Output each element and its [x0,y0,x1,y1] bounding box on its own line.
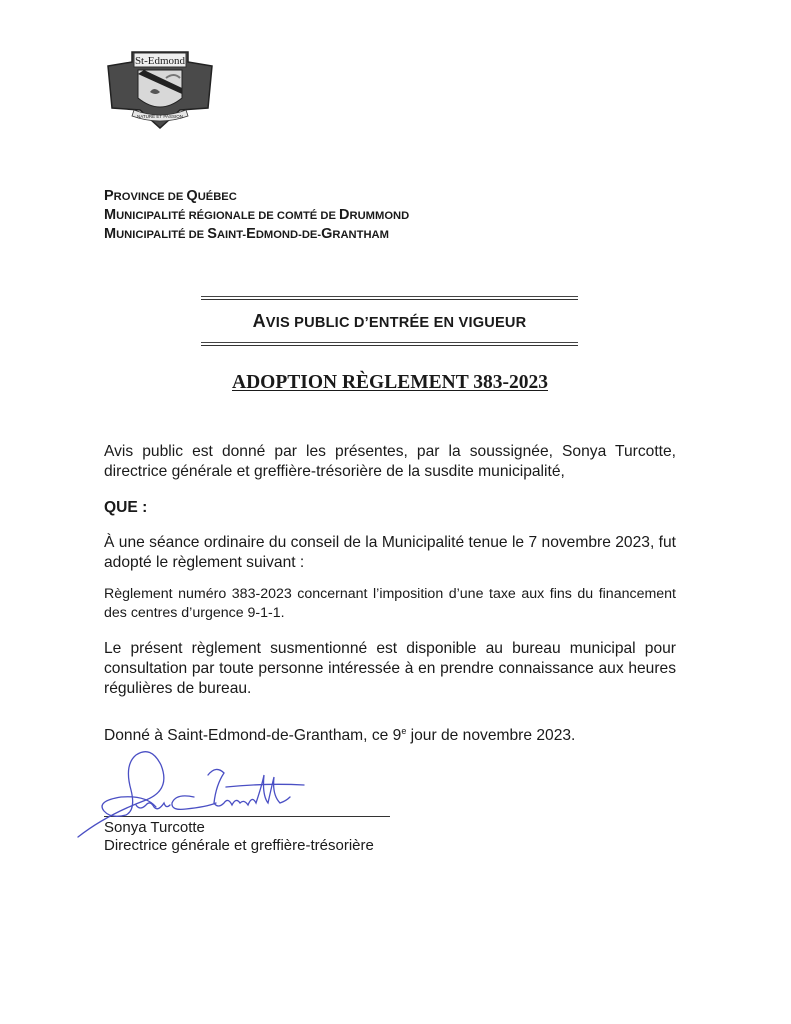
signatory-name: Sonya Turcotte [104,819,205,836]
title-rule-bottom [201,342,578,343]
title-rule-top-2 [201,299,578,300]
intro-paragraph: Avis public est donné par les présentes, par la soussignée, Sonya Turcotte, directrice générale et greffière-trésorière de la susdite municipalité, [104,443,676,480]
notice-title: AVIS PUBLIC D’ENTRÉE EN VIGUEUR [252,311,527,331]
title-rule-bottom-2 [201,345,578,346]
municipal-crest-icon [104,48,216,132]
header-mrc: MUNICIPALITÉ RÉGIONALE DE COMTÉ DE DRUMMOND [104,207,410,223]
logo-banner-text: St-Edmond [134,55,186,67]
notice-subtitle: ADOPTION RÈGLEMENT 383-2023 [232,372,548,393]
signatory-title: Directrice générale et greffière-trésorière [104,837,374,854]
closing-line: Donné à Saint-Edmond-de-Grantham, ce 9e jour de novembre 2023. [104,726,576,744]
disponible-paragraph: Le présent règlement susmentionné est disponible au bureau municipal pour consultation par toute personne intéressée à en prendre connaissance aux heures régulières de bureau. [104,640,676,697]
que-label: QUE : [104,499,148,516]
title-rule-top [201,296,578,297]
header-municipality: MUNICIPALITÉ DE SAINT-EDMOND-DE-GRANTHAM [104,226,389,242]
header-province: PROVINCE DE QUÉBEC [104,188,237,204]
seance-paragraph: À une séance ordinaire du conseil de la Municipalité tenue le 7 novembre 2023, fut adopté le règlement suivant : [104,534,676,571]
reglement-paragraph: Règlement numéro 383-2023 concernant l’imposition d’une taxe aux fins du financement des centres d’urgence 9-1-1. [104,586,676,621]
logo-motto: NATURE ET PASSION [136,114,184,119]
